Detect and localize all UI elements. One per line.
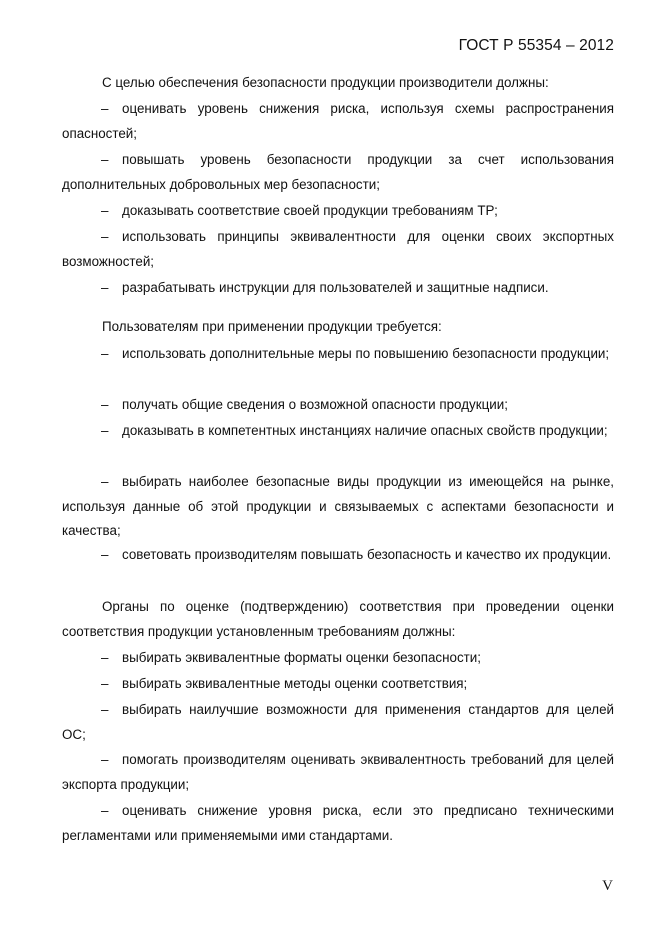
list-dash: –	[101, 423, 109, 438]
list-dash: –	[101, 752, 109, 767]
list-item-text: доказывать в компетентных инстанциях наличие опасных свойств продукции;	[122, 423, 608, 438]
list-item	[62, 646, 614, 671]
list-item	[62, 748, 614, 797]
list-item	[62, 199, 614, 224]
list-dash: –	[101, 346, 109, 361]
list-item-text: использовать принципы эквивалентности для оценки своих экспортных возможностей;	[62, 229, 614, 269]
list-dash: –	[101, 152, 109, 167]
list-item-text: разрабатывать инструкции для пользователей и защитные надписи.	[122, 280, 549, 295]
list-item-text: выбирать эквивалентные методы оценки соответствия;	[122, 676, 468, 691]
list-dash: –	[101, 397, 109, 412]
list-item-text: советовать производителям повышать безопасность и качество их продукции.	[122, 547, 612, 562]
list-item-text: доказывать соответствие своей продукции требованиям ТР;	[122, 203, 498, 218]
list-dash: –	[101, 203, 109, 218]
list-dash: –	[101, 650, 109, 665]
list-item	[62, 419, 614, 444]
list-item-text: оценивать снижение уровня риска, если это предписано техническими регламентами или применяемыми ими стандартами.	[62, 803, 614, 843]
list-item-text: повышать уровень безопасности продукции за счет использования дополнительных добровольных мер безопасности;	[62, 152, 614, 192]
section-intro-conformity-bodies: Органы по оценке (подтверждению) соответствия при проведении оценки соответствия продукции установленным требованиям должны:	[62, 599, 614, 639]
list-item	[62, 698, 614, 747]
list-item	[62, 470, 614, 544]
list-dash: –	[101, 229, 109, 244]
list-item	[62, 225, 614, 274]
list-dash: –	[101, 280, 109, 295]
list-item-text: оценивать уровень снижения риска, используя схемы распространения опасностей;	[62, 101, 614, 141]
list-item	[62, 543, 614, 568]
list-item	[62, 276, 614, 301]
list-item-text: помогать производителям оценивать эквивалентность требований для целей экспорта продукции;	[62, 752, 614, 792]
list-dash: –	[101, 547, 109, 562]
list-item-text: выбирать эквивалентные форматы оценки безопасности;	[122, 650, 481, 665]
list-item-text: получать общие сведения о возможной опасности продукции;	[122, 397, 508, 412]
section-intro-manufacturers: С целью обеспечения безопасности продукции производители должны:	[102, 75, 549, 90]
list-dash: –	[101, 101, 109, 116]
list-item-text: выбирать наилучшие возможности для применения стандартов для целей ОС;	[62, 702, 614, 742]
list-dash: –	[101, 702, 109, 717]
list-item	[62, 342, 614, 367]
list-item-text: использовать дополнительные меры по повышению безопасности продукции;	[122, 346, 610, 361]
list-dash: –	[101, 803, 109, 818]
list-item	[62, 97, 614, 146]
list-dash: –	[101, 676, 109, 691]
page-number: V	[602, 878, 613, 894]
list-item-text: выбирать наиболее безопасные виды продукции из имеющейся на рынке, используя данные об этой продукции и связываемых с аспектами безопасности и качества;	[62, 474, 614, 538]
list-item	[62, 672, 614, 697]
standard-number-header: ГОСТ Р 55354 – 2012	[458, 37, 614, 54]
list-dash: –	[101, 474, 109, 489]
list-item	[62, 148, 614, 197]
list-item	[62, 799, 614, 848]
section-intro-users: Пользователям при применении продукции требуется:	[102, 319, 442, 334]
list-item	[62, 393, 614, 418]
